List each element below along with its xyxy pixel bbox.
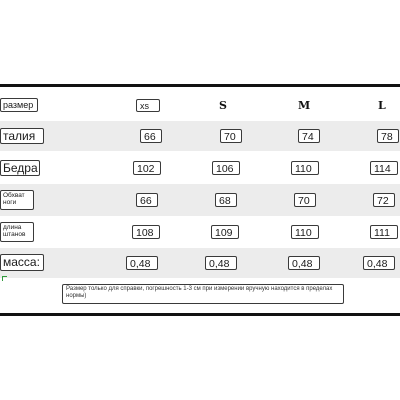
row-pants-length <box>0 218 400 246</box>
row-leg-girth <box>0 184 400 216</box>
row-label: длина штанов <box>0 222 34 242</box>
value-s: 106 <box>212 161 240 175</box>
value-s: 70 <box>220 129 242 143</box>
corner-mark <box>2 276 7 281</box>
value-s: 68 <box>215 193 237 207</box>
value-m: 110 <box>291 225 319 239</box>
value-s: 0,48 <box>205 256 237 270</box>
row-label: талия <box>0 128 44 144</box>
value-xs: 0,48 <box>126 256 158 270</box>
row-label: Бедра <box>0 160 40 176</box>
value-xs: 66 <box>140 129 162 143</box>
value-l: 78 <box>377 129 399 143</box>
value-m: 74 <box>298 129 320 143</box>
row-label: Обхват ноги <box>0 190 34 210</box>
value-m: 110 <box>291 161 319 175</box>
size-s: S <box>219 99 227 112</box>
row-waist <box>0 121 400 151</box>
row-label: масса: <box>0 254 44 271</box>
header-label: размер <box>0 98 38 112</box>
value-l: 114 <box>370 161 398 175</box>
value-xs: 108 <box>132 225 160 239</box>
value-l: 0,48 <box>363 256 395 270</box>
size-note: Размер только для справки, погрешность 1-3 см при измерении вручную находится в пределах нормы) <box>62 284 344 304</box>
row-hips <box>0 154 400 182</box>
header-row <box>0 94 400 118</box>
value-xs: 66 <box>136 193 158 207</box>
value-m: 0,48 <box>288 256 320 270</box>
size-l: L <box>378 99 386 112</box>
value-s: 109 <box>211 225 239 239</box>
value-l: 72 <box>373 193 395 207</box>
value-m: 70 <box>294 193 316 207</box>
size-m: M <box>298 99 311 112</box>
value-xs: 102 <box>133 161 161 175</box>
size-xs: xs <box>136 99 160 112</box>
row-weight <box>0 248 400 278</box>
value-l: 111 <box>370 225 398 239</box>
